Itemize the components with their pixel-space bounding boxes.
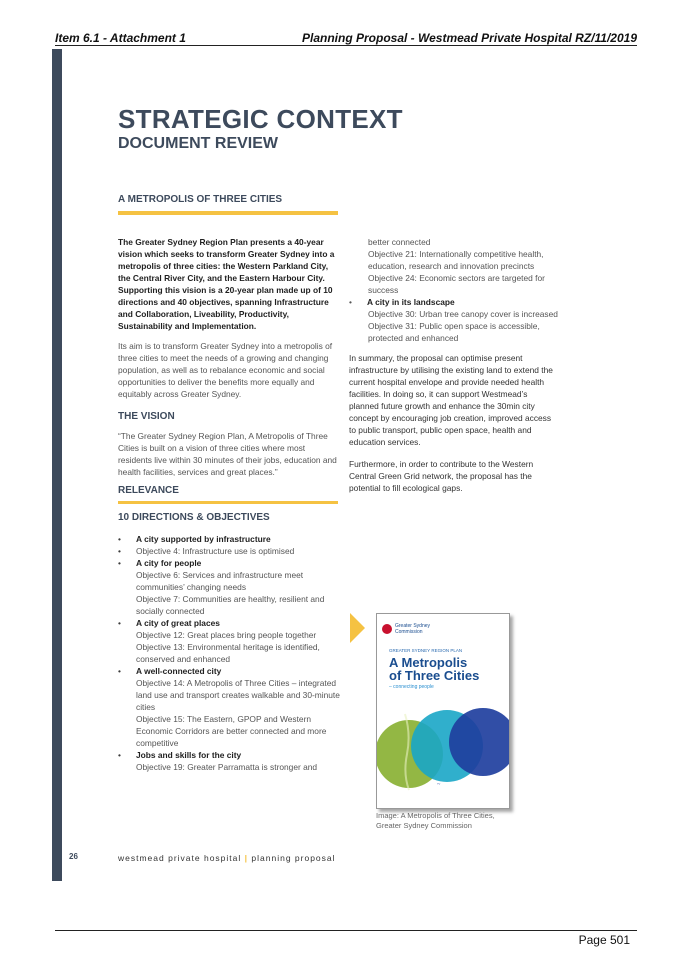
cover-circles-graphic bbox=[377, 614, 509, 808]
further-paragraph: Furthermore, in order to contribute to the Western Central Green Grid network, the proposal has the potential to fill ecological gaps. bbox=[349, 459, 534, 493]
bullet-dot: • bbox=[118, 546, 121, 556]
directions-list bbox=[118, 533, 340, 773]
list-item bbox=[118, 761, 340, 773]
image-caption bbox=[376, 811, 495, 831]
page-subtitle: DOCUMENT REVIEW bbox=[118, 135, 278, 152]
direction-label: A city of great places bbox=[136, 618, 220, 628]
caption-line1: Image: A Metropolis of Three Cities, bbox=[376, 811, 495, 820]
footer-page-number: 26 bbox=[69, 852, 78, 861]
objective-text: Objective 30: Urban tree canopy cover is increased bbox=[368, 309, 558, 319]
svg-text:~: ~ bbox=[437, 782, 441, 788]
objective-text: Objective 7: Communities are healthy, resilient and socially connected bbox=[136, 594, 325, 616]
list-item bbox=[118, 677, 340, 713]
bullet-dot: • bbox=[118, 666, 121, 676]
footer-title bbox=[118, 853, 336, 863]
bullet-dot: • bbox=[118, 750, 121, 760]
aim-paragraph: Its aim is to transform Greater Sydney into a metropolis of three cities to meet the needs of a growing and changing population, as well as to rebalance economic and social opportunities to deliver the benefits more equally and equitably across Greater Sydney. bbox=[118, 341, 333, 399]
page-sidebar-bar bbox=[52, 49, 62, 881]
directions-heading: 10 DIRECTIONS & OBJECTIVES bbox=[118, 512, 270, 523]
section-heading: A METROPOLIS OF THREE CITIES bbox=[118, 194, 283, 205]
bullet-dot: • bbox=[118, 534, 121, 544]
objective-text: Objective 21: Internationally competitive health, education, research and innovation precincts bbox=[368, 249, 544, 271]
caption-line2: Greater Sydney Commission bbox=[376, 821, 472, 830]
page-label: Page 501 bbox=[578, 933, 630, 947]
direction-label: A city for people bbox=[136, 558, 202, 568]
cover-plan-label: GREATER SYDNEY REGION PLAN bbox=[389, 648, 463, 653]
bullet-dot: • bbox=[118, 618, 121, 628]
objective-text: Objective 14: A Metropolis of Three Cities – integrated land use and transport creates walkable and 30-minute cities bbox=[136, 678, 340, 712]
header-attachment-label: Item 6.1 - Attachment 1 bbox=[55, 31, 186, 45]
cover-org-line1: Greater Sydney bbox=[395, 623, 431, 629]
list-item bbox=[349, 296, 559, 308]
header-divider bbox=[55, 45, 637, 46]
cover-title bbox=[389, 656, 479, 682]
cover-title-line1: A Metropolis bbox=[389, 655, 468, 670]
objective-text: Objective 31: Public open space is accessible, protected and enhanced bbox=[368, 321, 540, 343]
direction-label: Jobs and skills for the city bbox=[136, 750, 242, 760]
objective-text: Objective 6: Services and infrastructure meet communities’ changing needs bbox=[136, 570, 304, 592]
right-column bbox=[349, 236, 559, 494]
objective-text: Objective 4: Infrastructure use is optimised bbox=[136, 546, 295, 556]
cover-title-line2: of Three Cities bbox=[389, 668, 480, 683]
list-item bbox=[118, 617, 340, 629]
list-item bbox=[118, 641, 340, 665]
nsw-logo-icon bbox=[382, 624, 392, 634]
cover-tagline: – connecting people bbox=[389, 684, 434, 690]
bullet-dot: • bbox=[118, 558, 121, 568]
pointer-arrow-icon bbox=[350, 613, 365, 643]
vision-heading: THE VISION bbox=[118, 411, 175, 422]
list-item bbox=[118, 569, 340, 593]
list-item bbox=[118, 713, 340, 749]
list-item bbox=[118, 557, 340, 569]
list-item bbox=[118, 593, 340, 617]
list-item bbox=[118, 629, 340, 641]
section-underline bbox=[118, 211, 338, 215]
header-proposal-label: Planning Proposal - Westmead Private Hospital RZ/11/2019 bbox=[302, 31, 637, 45]
cover-org-name bbox=[395, 623, 430, 635]
bottom-divider bbox=[55, 930, 637, 931]
objective-text: Objective 13: Environmental heritage is identified, conserved and enhanced bbox=[136, 642, 320, 664]
footer-right-text: planning proposal bbox=[251, 853, 336, 863]
report-cover-image bbox=[376, 613, 510, 809]
footer-separator: | bbox=[244, 853, 249, 863]
relevance-heading: RELEVANCE bbox=[118, 485, 179, 496]
list-item bbox=[118, 665, 340, 677]
objectives-continued bbox=[349, 236, 559, 296]
left-column bbox=[118, 236, 340, 773]
objective-text: Objective 19: Greater Parramatta is stronger and bbox=[136, 762, 318, 772]
list-item bbox=[118, 749, 340, 761]
bullet-dot: • bbox=[349, 297, 352, 307]
cover-org-line2: Commission bbox=[395, 629, 423, 635]
relevance-underline bbox=[118, 501, 338, 504]
objective-text: Objective 24: Economic sectors are targeted for success bbox=[368, 273, 545, 295]
summary-paragraph: In summary, the proposal can optimise present infrastructure by utilising the existing land to extend the current hospital envelope and provide needed health facilities. In doing so, it can support Westmead’s planned future growth and enhance the 30min city concept by encouraging job creation, improved access to public transport, public open space, health and education services. bbox=[349, 353, 553, 447]
objective-text: better connected bbox=[368, 237, 431, 247]
landscape-list bbox=[349, 296, 559, 308]
footer-left-text: westmead private hospital bbox=[118, 853, 242, 863]
direction-label: A city in its landscape bbox=[367, 297, 455, 307]
list-item bbox=[118, 533, 340, 545]
direction-label: A city supported by infrastructure bbox=[136, 534, 271, 544]
vision-quote: “The Greater Sydney Region Plan, A Metropolis of Three Cities is built on a vision of three cities where most residents live within 30 minutes of their jobs, education and health facilities, services and great places.” bbox=[118, 431, 337, 477]
direction-label: A well-connected city bbox=[136, 666, 222, 676]
intro-paragraph: The Greater Sydney Region Plan presents a 40-year vision which seeks to transform Greater Sydney into a metropolis of three cities: the Western Parkland City, the Central River City, and the Eastern Harbour City. Supporting this vision is a 20-year plan made up of 10 directions and 40 objectives, spanning Infrastructure and Collaboration, Liveability, Productivity, Sustainability and Implementation. bbox=[118, 237, 335, 331]
objective-text: Objective 12: Great places bring people together bbox=[136, 630, 317, 640]
list-item bbox=[118, 545, 340, 557]
objective-text: Objective 15: The Eastern, GPOP and Western Economic Corridors are better connected and more competitive bbox=[136, 714, 327, 748]
landscape-objectives bbox=[349, 308, 559, 344]
page-title: STRATEGIC CONTEXT bbox=[118, 104, 403, 134]
